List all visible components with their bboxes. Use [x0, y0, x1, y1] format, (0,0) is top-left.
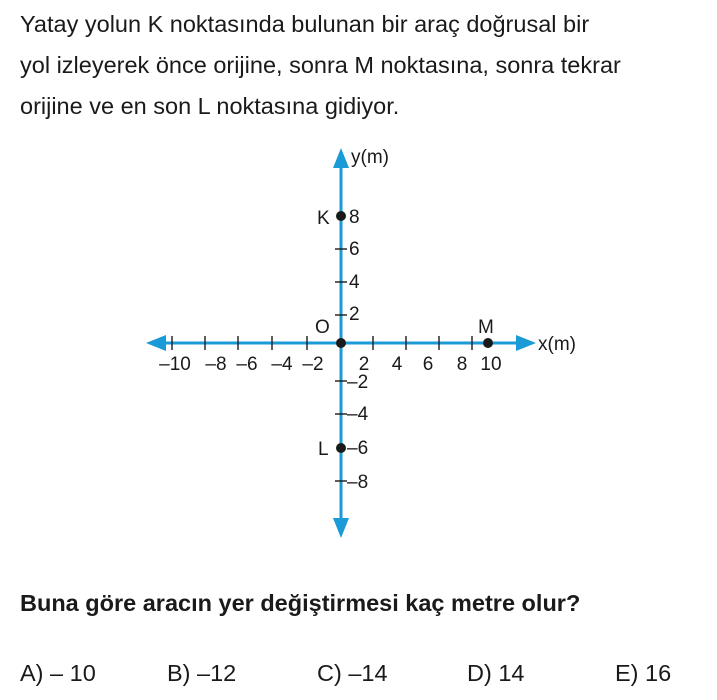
question-text: Buna göre aracın yer değiştirmesi kaç metre olur? [20, 590, 581, 616]
option-c[interactable]: C) –14 [317, 660, 388, 686]
answer-options [0, 660, 717, 694]
y-tick-label: –8 [347, 472, 369, 493]
y-axis-arrow-up [333, 148, 349, 168]
x-tick-label: –4 [271, 354, 293, 375]
y-tick-label: 2 [349, 304, 360, 325]
problem-line-2: yol izleyerek önce orijine, sonra M noktasına, sonra tekrar [20, 52, 621, 78]
point-l-label: L [318, 439, 329, 460]
point-l [336, 443, 346, 453]
x-tick-label: 2 [358, 354, 370, 375]
x-axis-label: x(m) [538, 334, 576, 355]
x-tick-label: –10 [159, 354, 191, 375]
x-tick-label: 10 [480, 354, 502, 375]
option-a[interactable]: A) – 10 [20, 660, 96, 686]
problem-line-1: Yatay yolun K noktasında bulunan bir araç doğrusal bir [20, 11, 590, 37]
y-tick-label: 8 [349, 207, 360, 228]
y-tick-label: –4 [347, 404, 369, 425]
point-k [336, 211, 346, 221]
point-k-label: K [317, 208, 330, 229]
option-d[interactable]: D) 14 [467, 660, 525, 686]
point-m-label: M [478, 317, 494, 338]
x-tick-label: –2 [302, 354, 324, 375]
x-axis-arrow-right [516, 335, 536, 351]
x-tick-labels [159, 354, 501, 375]
problem-line-3: orijine ve en son L noktasına gidiyor. [20, 93, 400, 119]
point-o [336, 338, 346, 348]
x-tick-label: –8 [205, 354, 227, 375]
y-tick-labels [347, 207, 369, 493]
point-o-label: O [315, 317, 330, 338]
x-tick-label: 4 [391, 354, 403, 375]
x-axis-arrow-left [146, 335, 166, 351]
y-tick-label: –2 [347, 372, 369, 393]
x-tick-label: 6 [422, 354, 434, 375]
option-b[interactable]: B) –12 [167, 660, 237, 686]
y-axis-arrow-down [333, 518, 349, 538]
y-axis-label: y(m) [351, 147, 389, 168]
x-tick-label: –6 [236, 354, 258, 375]
option-e[interactable]: E) 16 [615, 660, 672, 686]
y-tick-label: 6 [349, 239, 360, 260]
point-m [483, 338, 493, 348]
x-tick-label: 8 [456, 354, 468, 375]
y-tick-label: –6 [347, 438, 369, 459]
y-tick-label: 4 [349, 272, 360, 293]
